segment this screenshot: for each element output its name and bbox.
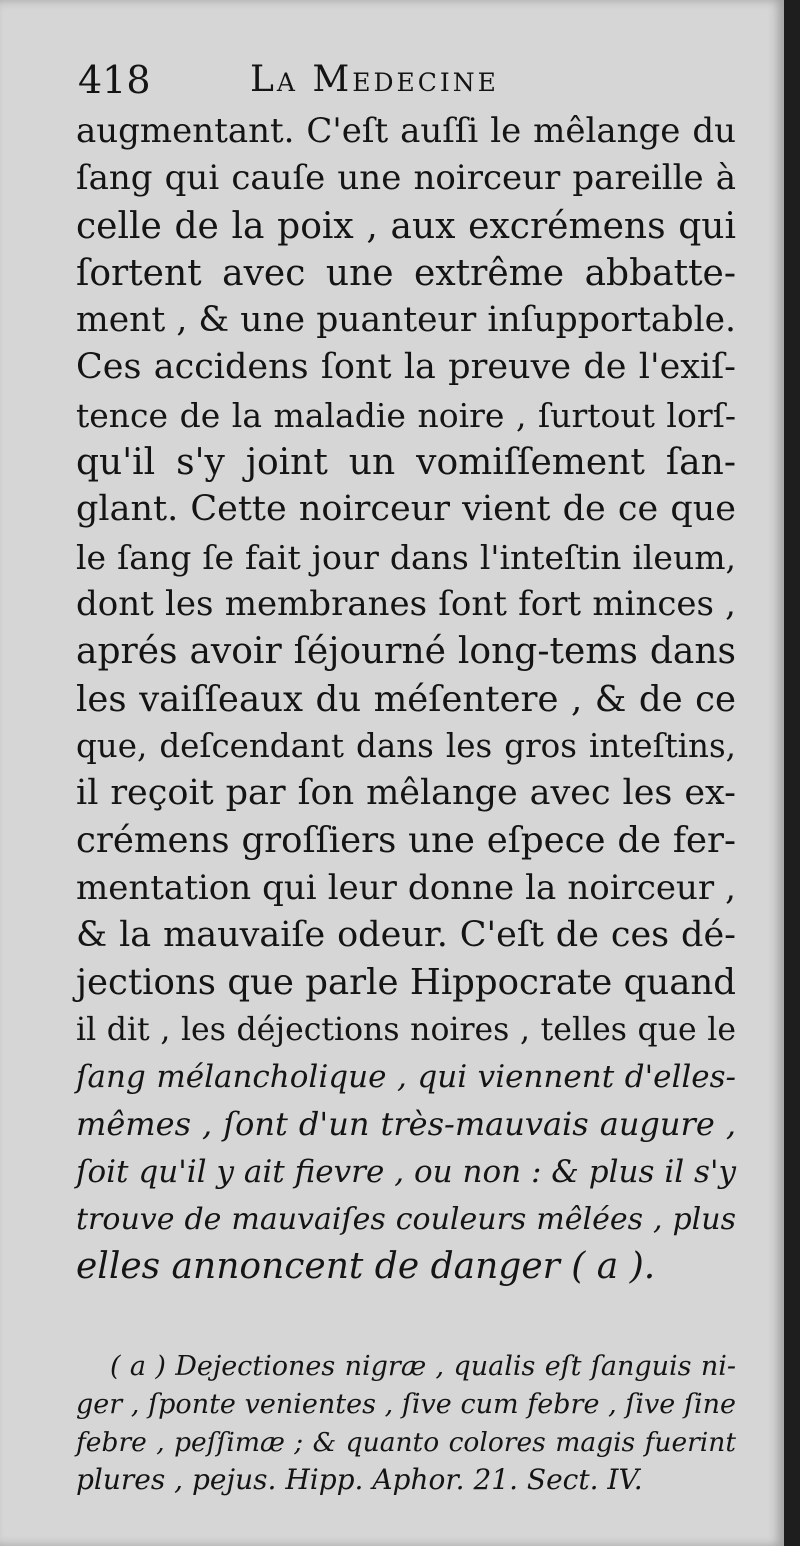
text-line: celle de la poix , aux excrémens qui <box>76 205 736 247</box>
text-line: il reçoit par ſon mêlange avec les ex- <box>76 773 736 814</box>
text-line: crémens groſſiers une eſpece de fer- <box>76 820 736 862</box>
text-line: ſang qui cauſe une noirceur pareille à <box>76 158 736 199</box>
text-line: & la mauvaiſe odeur. C'eſt de ces dé- <box>76 915 736 956</box>
text-line: les vaiſſeaux du méſentere , & de ce <box>76 678 736 720</box>
footnote-line: ( a ) Dejectiones nigræ , qualis eſt ſanguis ni- <box>110 1351 736 1382</box>
text-line: ſang mélancholique , qui viennent d'elles- <box>76 1058 736 1095</box>
body-text <box>76 108 736 1290</box>
footnote-line: ger , ſponte venientes , ſive cum febre , ſive ſine <box>76 1388 736 1420</box>
text-line: augmentant. C'eſt auſſi le mêlange du <box>76 111 736 151</box>
text-line: elles annoncent de danger ( a ). <box>76 1246 656 1288</box>
text-line: qu'il s'y joint un vomiſſement ſan- <box>76 442 736 484</box>
text-line: il dit , les déjections noires , telles que le <box>76 1011 736 1048</box>
text-line: dont les membranes ſont fort minces , <box>76 583 736 624</box>
footnote-line: plures , pejus. Hipp. Aphor. 21. Sect. IV. <box>76 1463 643 1497</box>
running-title: La Medecine <box>250 59 499 100</box>
text-line: que, deſcendant dans les gros inteſtins, <box>76 726 736 765</box>
text-line: ſortent avec une extrême abbatte- <box>76 252 736 294</box>
footnote-line: febre , peſſimæ ; & quanto colores magis fuerint <box>76 1426 736 1458</box>
text-line: glant. Cette noirceur vient de ce que <box>76 489 736 530</box>
text-line: mêmes , ſont d'un très-mauvais augure , <box>76 1105 736 1144</box>
text-line: le ſang ſe fait jour dans l'inteſtin ileum, <box>76 537 736 577</box>
text-line: ſoit qu'il y ait fievre , ou non : & plus il s'y <box>76 1153 736 1190</box>
page-number: 418 <box>78 58 151 102</box>
text-line: ment , & une puanteur inſupportable. <box>76 300 736 341</box>
text-line: tence de la maladie noire , ſurtout lorſ- <box>76 395 736 435</box>
text-line: mentation qui leur donne la noirceur , <box>76 867 736 908</box>
footnote <box>76 1348 736 1499</box>
text-line: Ces accidens ſont la preuve de l'exiſ- <box>76 347 736 388</box>
text-line: jections que parle Hippocrate quand <box>76 962 736 1004</box>
text-line: trouve de mauvaiſes couleurs mêlées , plus <box>76 1201 736 1237</box>
running-head <box>78 56 738 106</box>
text-line: aprés avoir ſéjourné long-tems dans <box>76 631 736 673</box>
